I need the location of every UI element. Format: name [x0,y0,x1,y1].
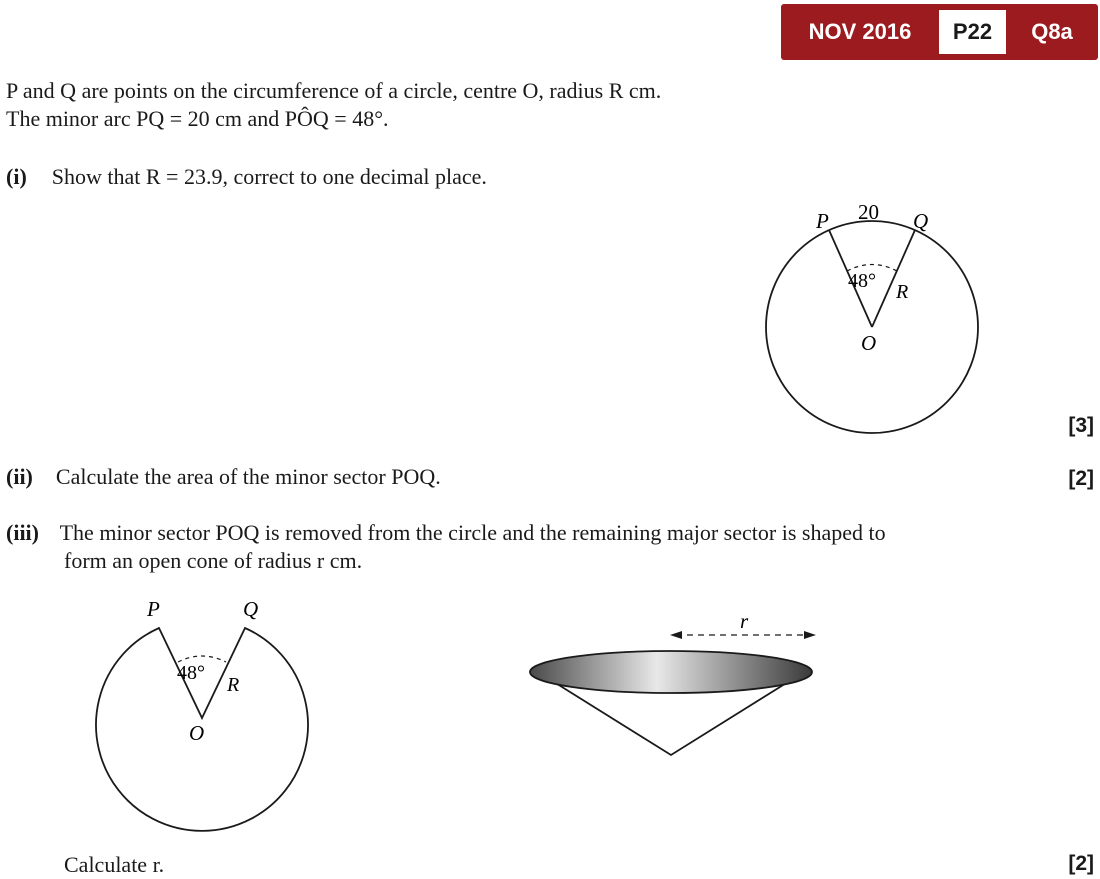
label-o-2: O [189,721,205,745]
part-ii [6,464,441,490]
label-q-2: Q [243,597,259,621]
label-angle: 48° [848,270,876,292]
major-sector-diagram [85,590,325,860]
circle-sector-diagram [750,190,990,450]
label-small-r: r [740,609,749,633]
badge-paper: P22 [939,10,1006,54]
cone-opening [530,651,812,693]
question-badge [781,4,1098,60]
part-ii-text: Calculate the area of the minor sector POQ. [55,464,441,489]
label-arc-length: 20 [858,200,879,224]
arrow-left-icon [670,631,682,639]
part-ii-marks: [2] [1068,467,1094,490]
intro-line-1: P and Q are points on the circumference of a circle, centre O, radius R cm. [6,78,662,103]
label-r: R [896,281,909,303]
part-i-text: Show that R = 23.9, correct to one decimal place. [51,164,487,189]
label-p-2: P [147,597,160,621]
part-i-label: (i) [6,164,27,189]
label-o: O [861,331,877,355]
final-marks: [2] [1068,852,1094,875]
part-iii-line-1: The minor sector POQ is removed from the circle and the remaining major sector is shaped to [59,520,886,545]
label-p: P [816,209,829,233]
final-question: Calculate r. [64,852,165,877]
part-i-marks: [3] [1068,414,1094,437]
part-iii [6,520,886,546]
label-q: Q [913,209,929,233]
label-r-2: R [227,674,240,696]
cone-diagram [520,605,830,765]
arrow-right-icon [804,631,816,639]
part-iii-line-2: form an open cone of radius r cm. [64,548,363,573]
radius-oq [872,230,915,327]
part-ii-label: (ii) [6,464,33,489]
part-i [6,164,487,190]
label-angle-2: 48° [177,662,205,684]
badge-question: Q8a [1031,19,1073,44]
part-iii-label: (iii) [6,520,39,545]
intro-line-2: The minor arc PQ = 20 cm and PÔQ = 48°. [6,106,389,131]
badge-session: NOV 2016 [808,19,912,44]
